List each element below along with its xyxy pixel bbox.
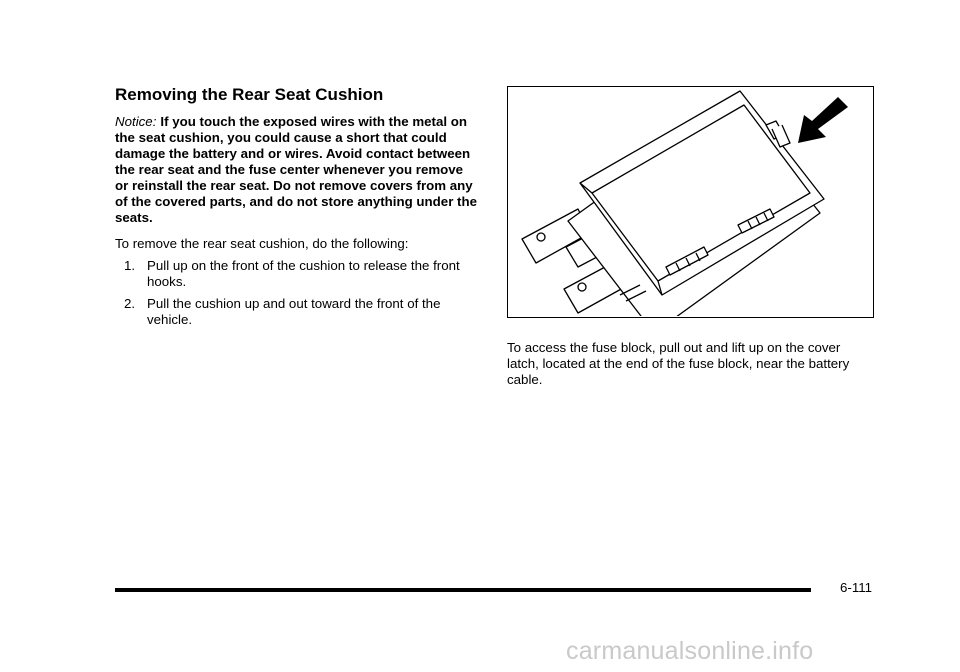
step-number: 2.: [124, 296, 136, 311]
notice-label: Notice:: [115, 114, 157, 129]
notice-paragraph: [115, 114, 480, 226]
intro-text: To remove the rear seat cushion, do the following:: [115, 236, 409, 251]
steps-list: [115, 258, 480, 328]
fuse-block-illustration: [508, 87, 872, 316]
left-column: [115, 84, 480, 334]
step-text: Pull the cushion up and out toward the front of the vehicle.: [147, 296, 441, 327]
fuse-block-figure: [507, 86, 874, 318]
section-title: Removing the Rear Seat Cushion: [115, 85, 384, 104]
notice-text: If you touch the exposed wires with the metal on the seat cushion, you could cause a short that could damage the battery and or wires. Avoid contact between the rear seat and the fuse center whenever you remove or reinstall the rear seat. Do not remove covers from any of the covered parts, and do not store anything under the seats.: [115, 114, 478, 225]
list-item: [115, 296, 480, 328]
step-text: Pull up on the front of the cushion to release the front hooks.: [147, 258, 460, 289]
watermark: carmanualsonline.info: [566, 637, 814, 665]
step-number: 1.: [124, 258, 136, 273]
figure-caption: To access the fuse block, pull out and lift up on the cover latch, located at the end of the fuse block, near the battery cable.: [507, 340, 850, 387]
list-item: [115, 258, 480, 290]
footer-rule: [115, 588, 811, 592]
arrow-icon: [798, 97, 848, 143]
page-number: 6-111: [840, 580, 873, 595]
